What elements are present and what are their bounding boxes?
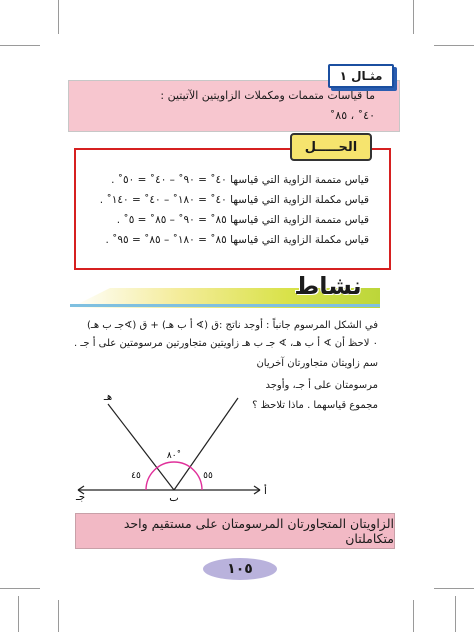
arrow-left: [78, 486, 84, 490]
activity-line: مرسومتان على أ جـ، وأوجد: [265, 380, 378, 391]
geometry-figure: [70, 390, 270, 502]
activity-line: مجموع قياسهما . ماذا تلاحظ ؟: [252, 400, 378, 411]
angle-arc: [146, 462, 202, 490]
crop-mark: [413, 0, 414, 34]
crop-mark: [58, 600, 59, 632]
crop-mark: [413, 600, 414, 632]
activity-line: في الشكل المرسوم جانباً : أوجد ناتج :ق (∢ أ ب هـ) + ق (∢جـ ب هـ): [87, 320, 378, 331]
activity-line: ٠ لاحظ أن ∢ أ ب هـ، ∢ جـ ب هـ زاويتين متجاورتين مرسومتين على أ جـ .: [74, 338, 378, 349]
solution-line: قياس متممة الزاوية التي قياسها ٨٥˚ = ٩٠˚ – ٨٥˚ = ٥˚ .: [116, 214, 369, 226]
solution-tab: الحـــــل: [290, 133, 372, 161]
example-values: ٤٠˚ ، ٨٥˚: [329, 109, 375, 122]
crop-mark: [0, 45, 40, 46]
ray-be: [108, 404, 174, 490]
conclusion-box: الزاويتان المتجاورتان المرسومتان على مستقيم واحد متكاملتان: [75, 513, 395, 549]
solution-line: قياس متممة الزاوية التي قياسها ٤٠˚ = ٩٠˚ – ٤٠˚ = ٥٠˚ .: [111, 174, 369, 186]
solution-line: قياس مكملة الزاوية التي قياسها ٤٠˚ = ١٨٠˚ – ٤٠˚ = ١٤٠˚ .: [99, 194, 369, 206]
label-e: هـ: [103, 392, 113, 403]
angle-label-top: ٨٠˚: [166, 451, 182, 461]
crop-mark: [434, 45, 474, 46]
label-c: جـ: [76, 492, 86, 502]
activity-line: سم زاويتان متجاورتان آخريان: [256, 358, 378, 369]
solution-line: قياس مكملة الزاوية التي قياسها ٨٥˚ = ١٨٠˚ – ٨٥˚ = ٩٥˚ .: [105, 234, 369, 246]
angle-label-left: ٤٥: [131, 471, 141, 481]
crop-mark: [18, 596, 19, 632]
arrow-right: [254, 486, 260, 490]
arrow-right: [254, 490, 260, 494]
activity-title: نشاط: [294, 272, 362, 300]
crop-mark: [434, 588, 474, 589]
page-number-badge: [202, 557, 278, 581]
crop-mark: [58, 0, 59, 34]
label-a: أ: [264, 486, 267, 497]
example-question: ما قياسات متممات ومكملات الزاويتين الآتيتين :: [160, 89, 375, 102]
example-tab: مثـال ١: [328, 64, 394, 88]
label-b: ب: [169, 493, 179, 502]
crop-mark: [455, 596, 456, 632]
page-number: ١٠٥: [227, 561, 253, 577]
solution-box: [74, 148, 391, 270]
angle-label-right: ٥٥: [203, 471, 213, 481]
crop-mark: [0, 588, 40, 589]
